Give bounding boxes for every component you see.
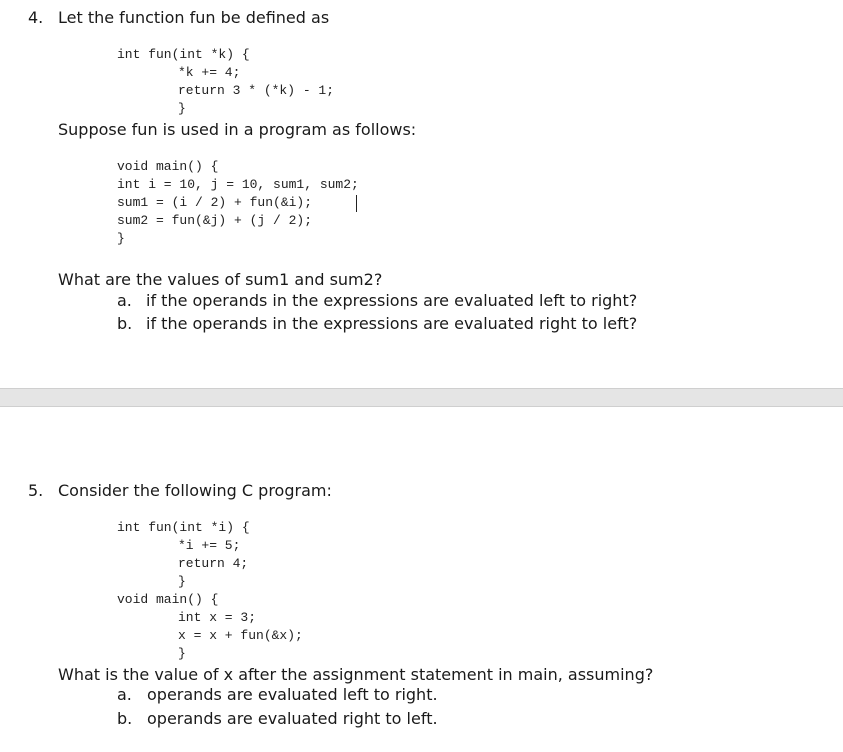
q4-main-line-4: sum2 = fun(&j) + (j / 2);	[117, 213, 313, 228]
q4-main-line-3: sum1 = (i / 2) + fun(&i);	[117, 195, 313, 210]
q5-intro: Consider the following C program:	[58, 481, 332, 500]
q4-option-a-text: if the operands in the expressions are evaluated left to right?	[146, 291, 638, 310]
q5-code-line-7: x = x + fun(&x);	[178, 628, 303, 643]
q5-code-line-1: int fun(int *i) {	[117, 520, 250, 535]
q4-option-b-text: if the operands in the expressions are evaluated right to left?	[146, 314, 638, 333]
q4-fun-line-2: *k += 4;	[178, 65, 241, 80]
q4-intro: Let the function fun be defined as	[58, 8, 330, 27]
q4-usage-intro: Suppose fun is used in a program as follows:	[58, 120, 417, 139]
q5-code-line-4: }	[178, 574, 186, 589]
q5-code-line-2: *i += 5;	[178, 538, 241, 553]
q5-option-a-letter: a.	[117, 685, 132, 704]
q4-option-a-letter: a.	[117, 291, 132, 310]
text-cursor	[356, 195, 357, 212]
q5-option-b-letter: b.	[117, 709, 133, 728]
q5-option-a-text: operands are evaluated left to right.	[147, 685, 438, 704]
q4-number: 4.	[28, 8, 44, 27]
q5-number: 5.	[28, 481, 44, 500]
q5-question: What is the value of x after the assignment statement in main, assuming?	[58, 665, 654, 684]
q4-fun-line-3: return 3 * (*k) - 1;	[178, 83, 335, 98]
q4-main-line-2: int i = 10, j = 10, sum1, sum2;	[117, 177, 359, 192]
q4-question: What are the values of sum1 and sum2?	[58, 270, 383, 289]
q5-code-line-3: return 4;	[178, 556, 249, 571]
q5-code-line-8: }	[178, 646, 186, 661]
q5-option-b-text: operands are evaluated right to left.	[147, 709, 438, 728]
q5-code-line-6: int x = 3;	[178, 610, 257, 625]
q4-main-line-5: }	[117, 231, 125, 246]
section-divider	[0, 388, 843, 407]
q4-main-line-1: void main() {	[117, 159, 219, 174]
q4-fun-line-1: int fun(int *k) {	[117, 47, 250, 62]
q4-option-b-letter: b.	[117, 314, 133, 333]
q5-code-line-5: void main() {	[117, 592, 219, 607]
q4-fun-line-4: }	[178, 101, 186, 116]
